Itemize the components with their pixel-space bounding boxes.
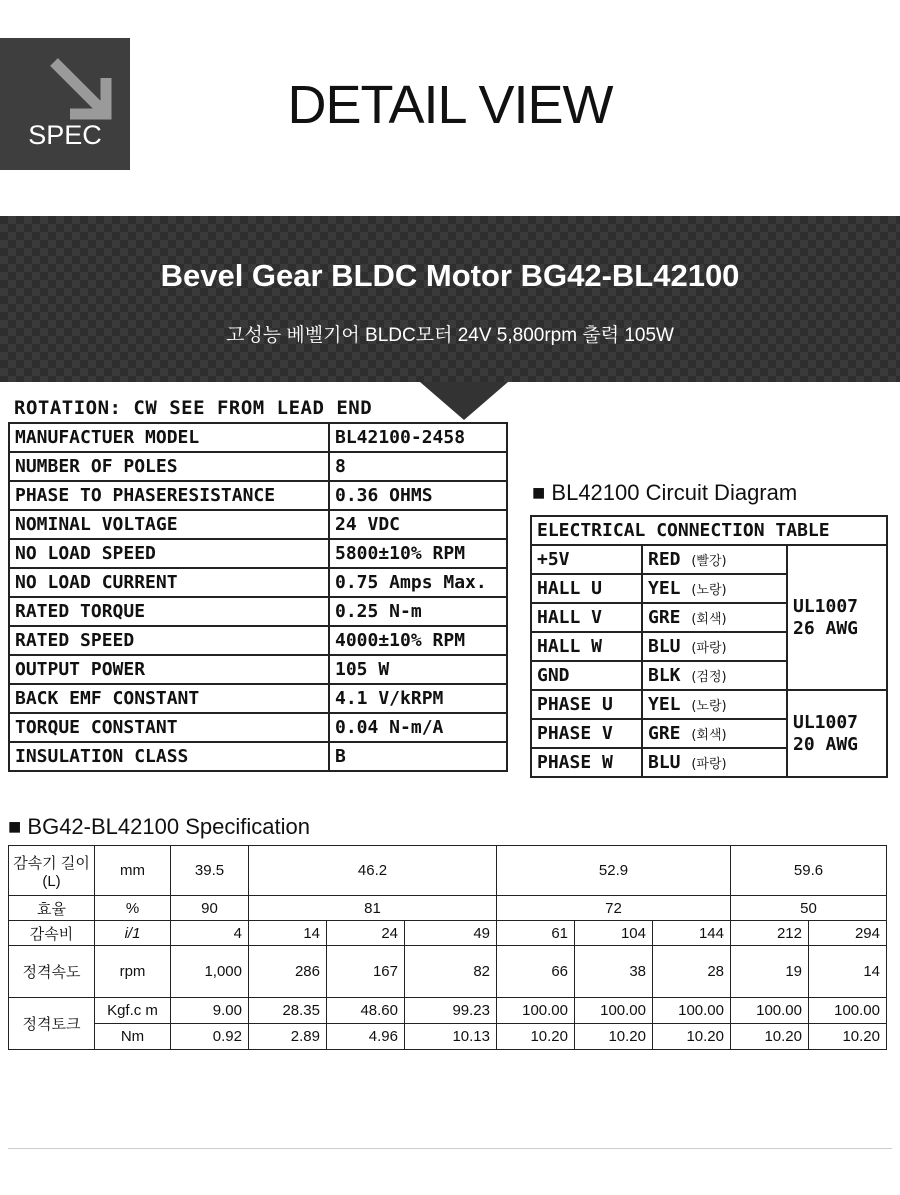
value-cell: 10.20 bbox=[575, 1024, 653, 1050]
connection-row bbox=[531, 545, 887, 574]
value-cell: 14 bbox=[809, 946, 887, 998]
spec-key: TORQUE CONSTANT bbox=[9, 713, 329, 742]
value-cell: 9.00 bbox=[171, 998, 249, 1024]
value-cell: 24 bbox=[327, 921, 405, 946]
motor-spec-row bbox=[9, 481, 507, 510]
row-label: 정격속도 bbox=[9, 946, 95, 998]
row-unit: mm bbox=[95, 846, 171, 896]
value-cell: 2.89 bbox=[249, 1024, 327, 1050]
circuit-heading-text: Circuit Diagram bbox=[639, 480, 798, 505]
product-subtitle: 고성능 베벨기어 BLDC모터 24V 5,800rpm 출력 105W bbox=[226, 325, 674, 346]
pin-name: +5V bbox=[531, 545, 642, 574]
wire-color-korean: (파랑) bbox=[691, 641, 727, 656]
wire-color-code: GRE bbox=[648, 723, 681, 744]
wire-color-korean: (노랑) bbox=[691, 583, 727, 598]
wire-color-code: RED bbox=[648, 549, 681, 570]
value-cell: 50 bbox=[731, 896, 887, 921]
row-unit: rpm bbox=[95, 946, 171, 998]
pin-name: PHASE V bbox=[531, 719, 642, 748]
value-cell: 104 bbox=[575, 921, 653, 946]
value-cell: 10.20 bbox=[497, 1024, 575, 1050]
value-cell: 52.9 bbox=[497, 846, 731, 896]
circuit-heading-model: BL42100 bbox=[551, 480, 640, 505]
pin-name: HALL V bbox=[531, 603, 642, 632]
spec-row-ratio bbox=[9, 921, 887, 946]
wire-color bbox=[642, 545, 787, 574]
spec-key: OUTPUT POWER bbox=[9, 655, 329, 684]
wire-color-korean: (회색) bbox=[691, 728, 727, 743]
connection-table-header bbox=[531, 516, 887, 545]
value-cell: 4 bbox=[171, 921, 249, 946]
spec-key: NO LOAD CURRENT bbox=[9, 568, 329, 597]
wire-spec-gauge: 20 AWG bbox=[793, 733, 859, 755]
row-unit: i/1 bbox=[95, 921, 171, 946]
value-cell: 14 bbox=[249, 921, 327, 946]
value-cell: 294 bbox=[809, 921, 887, 946]
wire-color bbox=[642, 632, 787, 661]
wire-color-code: YEL bbox=[648, 694, 681, 715]
spec-row-speed bbox=[9, 946, 887, 998]
spec-heading bbox=[8, 814, 310, 840]
spec-key: NUMBER OF POLES bbox=[9, 452, 329, 481]
wire-color-korean: (파랑) bbox=[691, 757, 727, 772]
motor-spec-row bbox=[9, 742, 507, 771]
wire-color bbox=[642, 719, 787, 748]
motor-spec-row bbox=[9, 510, 507, 539]
wire-color bbox=[642, 603, 787, 632]
value-cell: 10.20 bbox=[731, 1024, 809, 1050]
spec-key: NOMINAL VOLTAGE bbox=[9, 510, 329, 539]
circuit-heading bbox=[532, 480, 797, 506]
value-cell: 38 bbox=[575, 946, 653, 998]
value-cell: 28.35 bbox=[249, 998, 327, 1024]
value-cell: 10.20 bbox=[653, 1024, 731, 1050]
spec-key: RATED TORQUE bbox=[9, 597, 329, 626]
value-cell: 46.2 bbox=[249, 846, 497, 896]
motor-spec-row bbox=[9, 626, 507, 655]
row-label: 정격토크 bbox=[9, 998, 95, 1050]
row-label: 효율 bbox=[9, 896, 95, 921]
wire-color-korean: (빨강) bbox=[691, 554, 727, 569]
bottom-divider bbox=[8, 1148, 892, 1149]
product-banner bbox=[0, 216, 900, 382]
wire-color-korean: (검정) bbox=[691, 670, 727, 685]
pin-name: PHASE U bbox=[531, 690, 642, 719]
motor-spec-row bbox=[9, 539, 507, 568]
spec-key: INSULATION CLASS bbox=[9, 742, 329, 771]
value-cell: 66 bbox=[497, 946, 575, 998]
value-cell: 72 bbox=[497, 896, 731, 921]
spec-value: BL42100-2458 bbox=[329, 423, 507, 452]
value-cell: 286 bbox=[249, 946, 327, 998]
motor-spec-row bbox=[9, 423, 507, 452]
spec-row-length bbox=[9, 846, 887, 896]
pin-name: HALL W bbox=[531, 632, 642, 661]
spec-key: RATED SPEED bbox=[9, 626, 329, 655]
value-cell: 81 bbox=[249, 896, 497, 921]
value-cell: 82 bbox=[405, 946, 497, 998]
wire-spec bbox=[787, 690, 887, 777]
value-cell: 10.20 bbox=[809, 1024, 887, 1050]
wire-color-code: YEL bbox=[648, 578, 681, 599]
spec-heading-text: Specification bbox=[179, 814, 310, 839]
spec-key: PHASE TO PHASERESISTANCE bbox=[9, 481, 329, 510]
spec-value: 0.25 N-m bbox=[329, 597, 507, 626]
wire-color-korean: (노랑) bbox=[691, 699, 727, 714]
value-cell: 59.6 bbox=[731, 846, 887, 896]
spec-key: BACK EMF CONSTANT bbox=[9, 684, 329, 713]
spec-value: 105 W bbox=[329, 655, 507, 684]
value-cell: 0.92 bbox=[171, 1024, 249, 1050]
value-cell: 167 bbox=[327, 946, 405, 998]
value-cell: 99.23 bbox=[405, 998, 497, 1024]
spec-key: MANUFACTUER MODEL bbox=[9, 423, 329, 452]
wire-color bbox=[642, 748, 787, 777]
wire-color-code: GRE bbox=[648, 607, 681, 628]
wire-spec bbox=[787, 545, 887, 690]
row-unit: % bbox=[95, 896, 171, 921]
spec-row-torque-kgf bbox=[9, 998, 887, 1024]
value-cell: 1,000 bbox=[171, 946, 249, 998]
value-cell: 90 bbox=[171, 896, 249, 921]
motor-spec-row bbox=[9, 684, 507, 713]
banner-notch bbox=[420, 382, 508, 420]
heading-square: ■ bbox=[532, 480, 552, 505]
motor-spec-table bbox=[8, 422, 508, 772]
wire-spec-type: UL1007 bbox=[793, 711, 859, 733]
value-cell: 4.96 bbox=[327, 1024, 405, 1050]
motor-spec-row bbox=[9, 655, 507, 684]
spec-value: 0.04 N-m/A bbox=[329, 713, 507, 742]
value-cell: 212 bbox=[731, 921, 809, 946]
spec-value: 4.1 V/kRPM bbox=[329, 684, 507, 713]
connection-row bbox=[531, 690, 887, 719]
row-label: 감속비 bbox=[9, 921, 95, 946]
spec-value: 0.75 Amps Max. bbox=[329, 568, 507, 597]
pin-name: HALL U bbox=[531, 574, 642, 603]
motor-spec-row bbox=[9, 568, 507, 597]
spec-row-torque-nm bbox=[9, 1024, 887, 1050]
spec-row-efficiency bbox=[9, 896, 887, 921]
spec-value: 4000±10% RPM bbox=[329, 626, 507, 655]
value-cell: 100.00 bbox=[809, 998, 887, 1024]
wire-color bbox=[642, 574, 787, 603]
value-cell: 10.13 bbox=[405, 1024, 497, 1050]
spec-value: B bbox=[329, 742, 507, 771]
wire-color-korean: (회색) bbox=[691, 612, 727, 627]
motor-spec-row bbox=[9, 597, 507, 626]
value-cell: 61 bbox=[497, 921, 575, 946]
spec-value: 0.36 OHMS bbox=[329, 481, 507, 510]
value-cell: 28 bbox=[653, 946, 731, 998]
spec-heading-model: BG42-BL42100 bbox=[27, 814, 180, 839]
wire-color bbox=[642, 661, 787, 690]
row-label: 감속기 길이(L) bbox=[9, 846, 95, 896]
wire-spec-type: UL1007 bbox=[793, 595, 859, 617]
value-cell: 100.00 bbox=[653, 998, 731, 1024]
value-cell: 39.5 bbox=[171, 846, 249, 896]
gearbox-spec-table bbox=[8, 845, 887, 1050]
value-cell: 49 bbox=[405, 921, 497, 946]
spec-value: 5800±10% RPM bbox=[329, 539, 507, 568]
motor-spec-row bbox=[9, 452, 507, 481]
row-unit: Kgf.c m bbox=[95, 998, 171, 1024]
row-unit: Nm bbox=[95, 1024, 171, 1050]
spec-value: 24 VDC bbox=[329, 510, 507, 539]
value-cell: 100.00 bbox=[731, 998, 809, 1024]
motor-spec-row bbox=[9, 713, 507, 742]
value-cell: 19 bbox=[731, 946, 809, 998]
pin-name: GND bbox=[531, 661, 642, 690]
value-cell: 100.00 bbox=[497, 998, 575, 1024]
wire-color bbox=[642, 690, 787, 719]
heading-square: ■ bbox=[8, 814, 28, 839]
spec-label: SPEC bbox=[28, 120, 102, 150]
rotation-note: ROTATION: CW SEE FROM LEAD END bbox=[14, 397, 373, 419]
pin-name: PHASE W bbox=[531, 748, 642, 777]
connection-table bbox=[530, 515, 888, 778]
spec-value: 8 bbox=[329, 452, 507, 481]
connection-table-title: ELECTRICAL CONNECTION TABLE bbox=[531, 516, 887, 545]
value-cell: 48.60 bbox=[327, 998, 405, 1024]
value-cell: 144 bbox=[653, 921, 731, 946]
wire-color-code: BLU bbox=[648, 636, 681, 657]
product-title: Bevel Gear BLDC Motor BG42-BL42100 bbox=[160, 258, 740, 293]
wire-color-code: BLU bbox=[648, 752, 681, 773]
value-cell: 100.00 bbox=[575, 998, 653, 1024]
wire-color-code: BLK bbox=[648, 665, 681, 686]
page-title: DETAIL VIEW bbox=[287, 75, 613, 135]
spec-key: NO LOAD SPEED bbox=[9, 539, 329, 568]
wire-spec-gauge: 26 AWG bbox=[793, 617, 859, 639]
